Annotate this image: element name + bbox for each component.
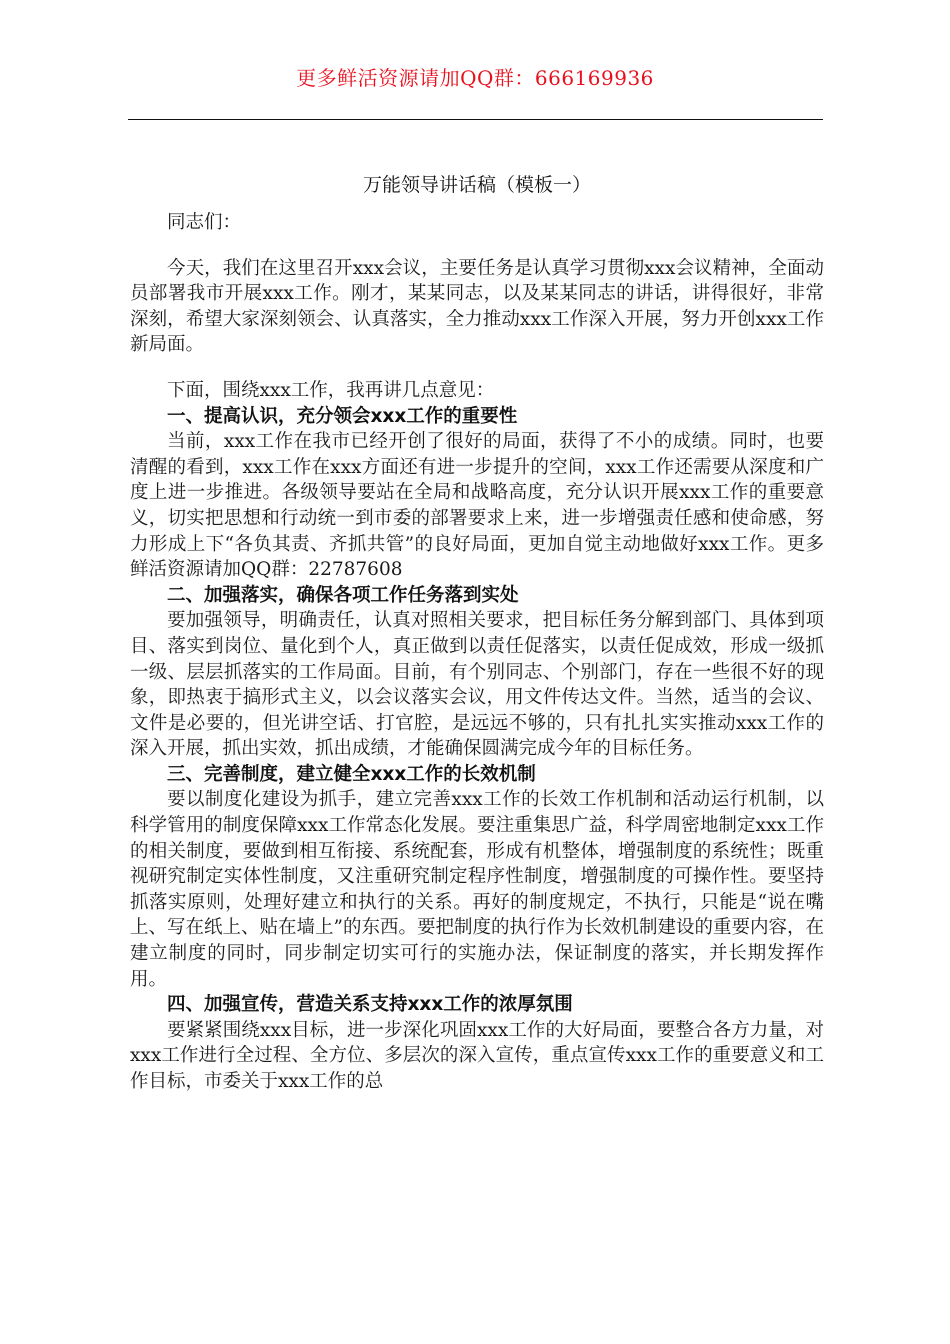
section-text-3: 要以制度化建设为抓手，建立完善xxx工作的长效工作机制和活动运行机制，以科学管用的制度保障xxx工作常态化发展。要注重集思广益，科学周密地制定xxx工作的相关制度，要做到相互衔接、系统配套，形成有机整体，增强制度的系统性；既重视研究制定实体性制度，又注重研究制定程序性制度，增强制度的可操作性。要坚持抓落实原则，处理好建立和执行的关系。再好的制度规定，不执行，只能是“说在嘴上、写在纸上、贴在墙上”的东西。要把制度的执行作为长效机制建设的重要内容，在建立制度的同时，同步制定切实可行的实施办法，保证制度的落实，并长期发挥作用。 (130, 789, 824, 990)
section-heading-2: 二、加强落实，确保各项工作任务落到实处 (167, 584, 519, 606)
section-text-1: 当前，xxx工作在我市已经开创了很好的局面，获得了不小的成绩。同时，也要清醒的看到，xxx工作在xxx方面还有进一步提升的空间，xxx工作还需要从深度和广度上进一步推进。各级领导要站在全局和战略高度，充分认识开展xxx工作的重要意义，切实把思想和行动统一到市委的部署要求上来，进一步增强责任感和使命感，努力形成上下“各负其责、齐抓共管”的良好局面，更加自觉主动地做好xxx工作。更多鲜活资源请加QQ群：22787608 (130, 431, 824, 581)
document-body (130, 170, 824, 1095)
section-heading-3: 三、完善制度，建立健全xxx工作的长效机制 (167, 763, 536, 785)
transition-paragraph: 下面，围绕xxx工作，我再讲几点意见： (167, 379, 495, 401)
section-heading-1: 一、提高认识，充分领会xxx工作的重要性 (167, 405, 518, 427)
section-text-4: 要紧紧围绕xxx目标，进一步深化巩固xxx工作的大好局面，要整合各方力量，对xxx工作进行全过程、全方位、多层次的深入宣传，重点宣传xxx工作的重要意义和工作目标，市委关于xxx工作的总 (130, 1019, 824, 1092)
section-heading-4: 四、加强宣传，营造关系支持xxx工作的浓厚氛围 (167, 994, 573, 1016)
document-title: 万能领导讲话稿（模板一） (362, 174, 591, 196)
section-text-2: 要加强领导，明确责任，认真对照相关要求，把目标任务分解到部门、具体到项目、落实到岗位、量化到个人，真正做到以责任促落实，以责任促成效，形成一级抓一级、层层抓落实的工作局面。目前，有个别同志、个别部门，存在一些很不好的现象，即热衷于搞形式主义，以会议落实会议，用文件传达文件。当然，适当的会议、文件是必要的，但光讲空话、打官腔，是远远不够的，只有扎扎实实推动xxx工作的深入开展，抓出实效，抓出成绩，才能确保圆满完成今年的目标任务。 (130, 610, 824, 760)
salutation: 同志们： (167, 212, 242, 233)
header-divider (128, 119, 823, 120)
intro-paragraph: 今天，我们在这里召开xxx会议，主要任务是认真学习贯彻xxx会议精神，全面动员部署我市开展xxx工作。刚才，某某同志，以及某某同志的讲话，讲得很好，非常深刻，希望大家深刻领会、认真落实，全力推动xxx工作深入开展，努力开创xxx工作新局面。 (130, 257, 824, 356)
promo-header: 更多鲜活资源请加QQ群：666169936 (296, 66, 654, 90)
